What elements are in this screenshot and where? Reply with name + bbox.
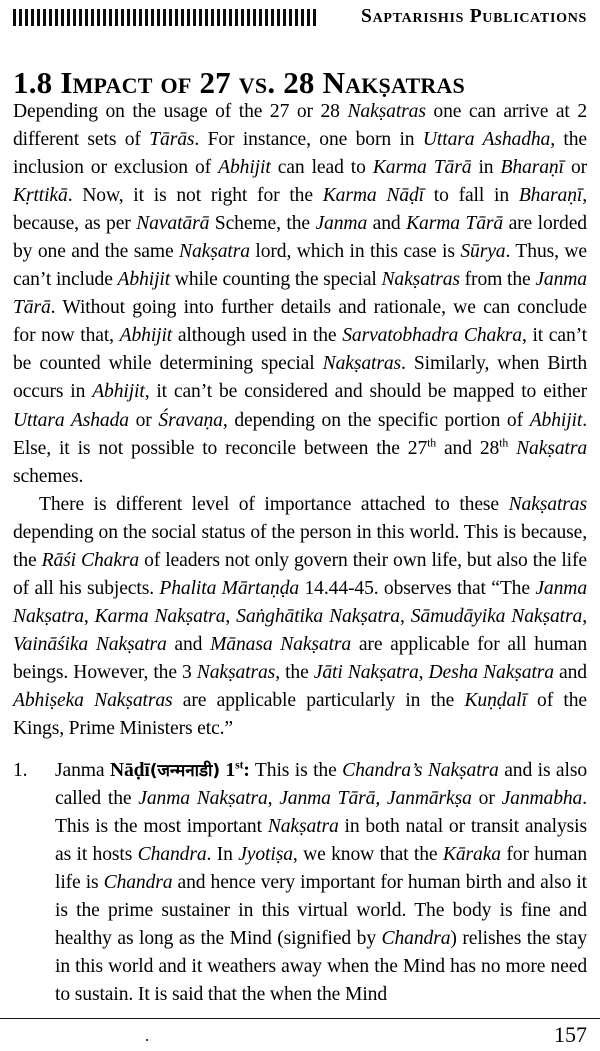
paragraph-2: There is different level of importance attached to these Nakṣatras depending on the social status of the person in this world. This is because, the Rāśi Chakra of leaders not only govern their own life, but also the life of all his subjects. Phalita Mārtaṇḍa 14.44-45. observes that “The Janma Nakṣatra, Karma Nakṣatra, Saṅghātika Nakṣatra, Sāmudāyika Nakṣatra, Vaināśika Nakṣatra and Mānasa Nakṣatra are applicable for all human beings. However, the 3 Nakṣatras, the Jāti Nakṣatra, Desha Nakṣatra and Abhiṣeka Nakṣatras are applicable particularly in the Kuṇḍalī of the Kings, Prime Ministers etc.” [13, 493, 588, 740]
term-naksatras-2: Nakṣatras [381, 269, 460, 291]
term-janma-naksatra-2: Janma Nakṣatra, Janma Tārā, Janmārkṣa [138, 788, 472, 810]
heading-number: 1.8 [13, 64, 53, 100]
term-karma-tara-2: Karma Tārā [406, 213, 504, 235]
term-chandra-2: Chandra [103, 872, 173, 894]
term-phalita-martanda: Phalita Mārtaṇḍa [159, 577, 300, 599]
term-chandra: Chandra [137, 844, 207, 866]
term-bharani: Bharaṇī [500, 157, 564, 179]
running-head [13, 6, 587, 28]
ordinal-suffix-th-2: th [499, 436, 509, 450]
term-chandra-3: Chandra [381, 928, 451, 950]
term-krttika: Kṛttikā [13, 185, 68, 207]
term-rasi-chakra: Rāśi Chakra [41, 549, 140, 571]
numbered-list [13, 757, 587, 1009]
term-karma-tara: Karma Tārā [372, 157, 472, 179]
term-naksatras-4: Nakṣatras [508, 493, 587, 515]
term-uttara-ashada: Uttara Ashada [13, 409, 129, 431]
scan-speck [146, 1039, 148, 1041]
term-naksatra-3: Nakṣatra [267, 816, 339, 838]
term-uttara-ashadha: Uttara Ashadha [422, 129, 551, 151]
term-abhijit-5: Abhijit [529, 409, 583, 431]
term-bharani-2: Bharaṇī [518, 185, 583, 207]
term-jyotisa: Jyotiṣa [238, 844, 293, 866]
term-janma-tara: Janma Tārā [13, 269, 587, 319]
term-navatara: Navatārā [136, 213, 210, 235]
term-janmabha: Janmabha [501, 788, 583, 810]
publisher-name: Saptarishis Publications [361, 6, 587, 27]
term-karma-nadi: Karma Nāḍī [322, 185, 424, 207]
term-taras: Tārās [149, 129, 195, 151]
ordinal-suffix-st: st [235, 758, 244, 772]
term-karaka: Kāraka [442, 844, 501, 866]
term-abhiseka-naksatras: Abhiṣeka Nakṣatras [13, 689, 173, 711]
list-item-marker: 1. [13, 760, 28, 782]
term-karma-naksatra: Karma Nakṣatra [94, 605, 226, 627]
ordinal-first: 1st: [225, 758, 250, 782]
vertical-bars-rule-icon [13, 9, 317, 26]
term-naksatras-5: Nakṣatras [196, 661, 276, 683]
term-janma: Janma [315, 213, 368, 235]
term-samudayika-naksatra: Sāmudāyika Nakṣatra [410, 605, 583, 627]
term-naksatra-2: Nakṣatra [516, 437, 587, 459]
devanagari-janma-nadi: (जन्मनाडी) [149, 761, 220, 782]
term-chandra-possessive: Chandra’s Nakṣatra [342, 760, 499, 782]
term-sanghatika-naksatra: Saṅghātika Nakṣatra [236, 605, 400, 627]
heading-title-text: Impact of 27 vs. 28 Nakṣatras [60, 64, 465, 100]
term-abhijit-3: Abhijit [119, 325, 173, 347]
page-number: 157 [554, 1022, 587, 1047]
term-abhijit: Abhijit [218, 157, 271, 179]
term-kundali: Kuṇḍalī [464, 689, 527, 711]
term-jati-naksatra: Jāti Nakṣatra [313, 661, 419, 683]
list-item: 1. Janma Nāḍī(जन्मनाडी) 1st: This is the Chandra’s Nakṣatra and is also called the Janma Nakṣatra, Janma Tārā, Janmārkṣa or Janmabha. This is the most important Nakṣatra in both natal or transit analysis as it hosts Chandra. In Jyotiṣa, we know that the Kāraka for human life is Chandra and hence very important for human birth and also it is the prime sustainer in this virtual world. The body is fine and healthy as long as the Mind (signified by Chandra) relishes the stay in this world and it weathers away when the Mind has no more need to sustain. It is said that the when the Mind [13, 758, 588, 1006]
term-desha-naksatra: Desha Nakṣatra [428, 661, 554, 683]
term-naksatras-3: Nakṣatras [322, 353, 402, 375]
term-sarvatobhadra-chakra: Sarvatobhadra Chakra [342, 325, 522, 347]
term-naksatra: Nakṣatra [179, 241, 250, 263]
term-vainasika-naksatra: Vaināśika Nakṣatra [13, 633, 167, 655]
body-content [13, 98, 587, 1010]
term-sravana: Śravaṇa [158, 409, 223, 431]
ordinal-suffix-th-1: th [427, 436, 437, 450]
term-janma-naksatra: Janma Nakṣatra [13, 577, 587, 627]
footer-divider [0, 1018, 600, 1019]
paragraph-1: Depending on the usage of the 27 or 28 Nakṣatras one can arrive at 2 different sets of Tārās. For instance, one born in Uttara Ashadha, the inclusion or exclusion of Abhijit can lead to Karma Tārā in Bharaṇī or Kṛttikā. Now, it is not right for the Karma Nāḍī to fall in Bharaṇī, because, as per Navatārā Scheme, the Janma and Karma Tārā are lorded by one and the same Nakṣatra lord, which in this case is Sūrya. Thus, we can’t include Abhijit while counting the special Nakṣatras from the Janma Tārā. Without going into further details and rationale, we can conclude for now that, Abhijit although used in the Sarvatobhadra Chakra, it can’t be counted while determining special Nakṣatras. Similarly, when Birth occurs in Abhijit, it can’t be considered and should be mapped to either Uttara Ashada or Śravaṇa, depending on the specific portion of Abhijit. Else, it is not possible to reconcile between the 27th and 28th Nakṣatra schemes. [13, 101, 588, 487]
term-surya: Sūrya [460, 241, 506, 263]
term-janma-nadi-bold: Nāḍī [109, 760, 150, 782]
term-abhijit-2: Abhijit [117, 269, 171, 291]
term-abhijit-4: Abhijit [92, 381, 145, 403]
page-title [13, 65, 587, 101]
term-naksatras: Nakṣatras [347, 101, 426, 122]
term-manasa-naksatra: Mānasa Nakṣatra [210, 633, 352, 655]
